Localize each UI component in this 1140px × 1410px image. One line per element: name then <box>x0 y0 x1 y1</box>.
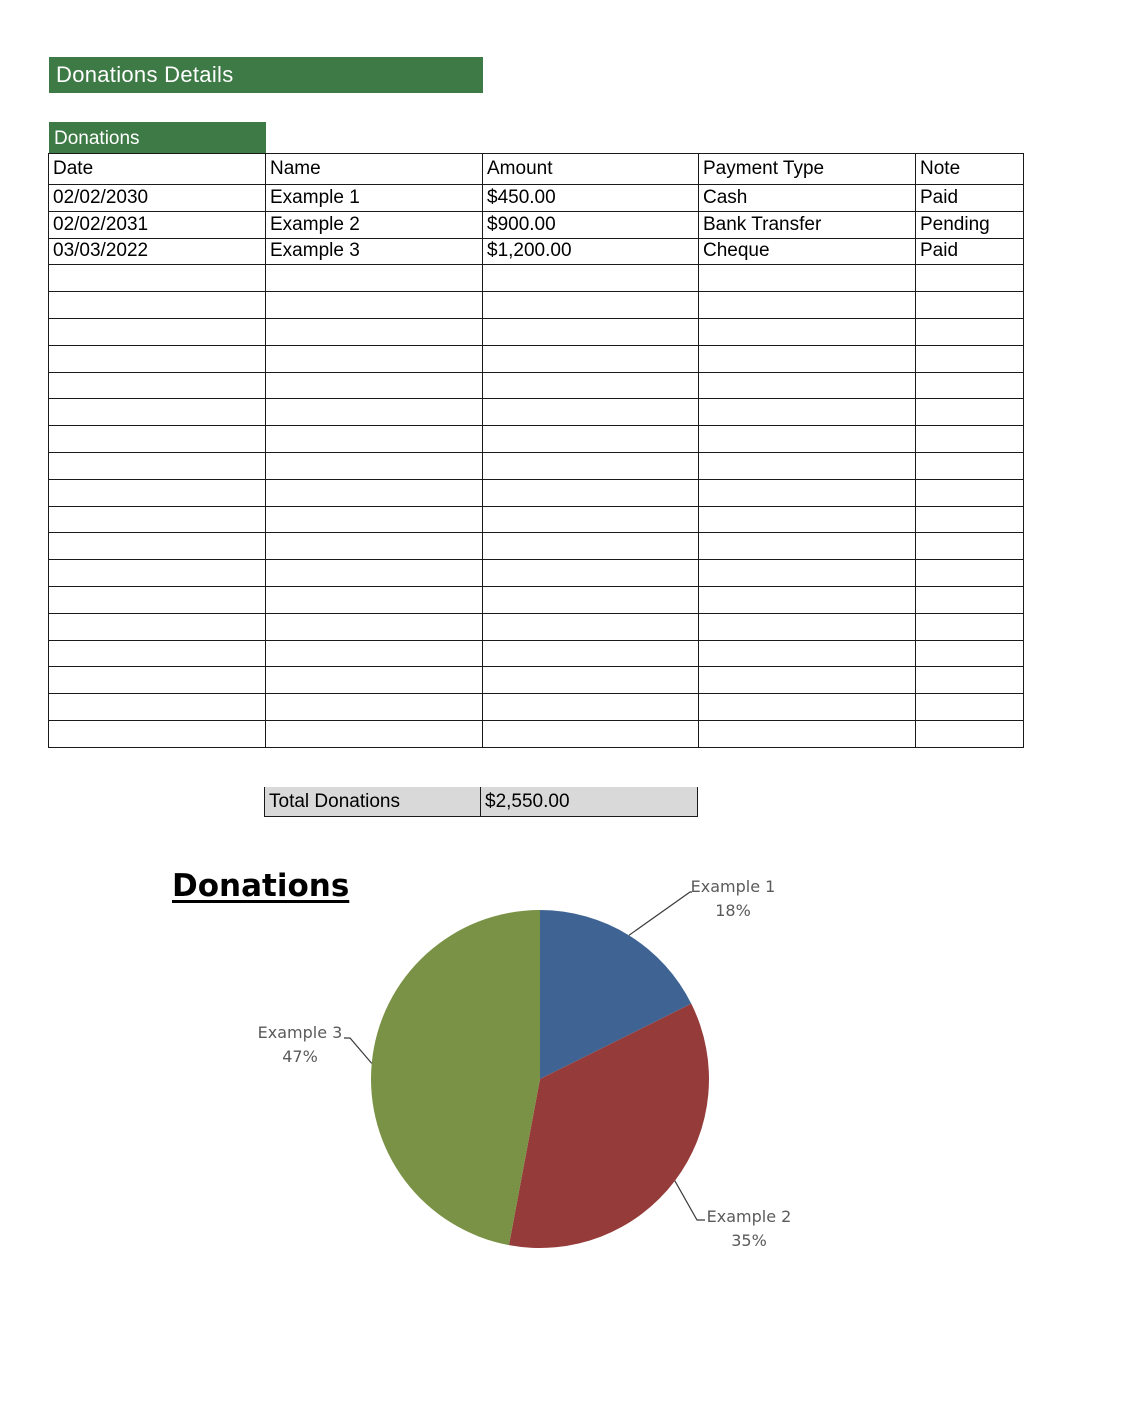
empty-cell[interactable] <box>916 452 1024 479</box>
pie-leader-line <box>344 1038 372 1063</box>
empty-cell[interactable] <box>49 265 266 292</box>
empty-cell[interactable] <box>483 586 699 613</box>
empty-cell[interactable] <box>49 292 266 319</box>
empty-cell[interactable] <box>699 318 916 345</box>
total-row <box>264 787 698 817</box>
pie-label-percent: 35% <box>731 1231 767 1250</box>
empty-table-row <box>49 640 1024 667</box>
section-label: Donations <box>49 122 266 153</box>
cell-name[interactable]: Example 3 <box>266 238 483 265</box>
empty-cell[interactable] <box>49 399 266 426</box>
empty-cell[interactable] <box>916 506 1024 533</box>
empty-cell[interactable] <box>49 372 266 399</box>
donations-table <box>48 153 1024 748</box>
total-value: $2,550.00 <box>481 787 698 817</box>
empty-cell[interactable] <box>699 479 916 506</box>
empty-table-row <box>49 720 1024 747</box>
empty-cell[interactable] <box>916 640 1024 667</box>
total-label: Total Donations <box>264 787 481 817</box>
empty-cell[interactable] <box>483 533 699 560</box>
chart-title: Donations <box>172 868 350 904</box>
empty-cell[interactable] <box>266 613 483 640</box>
cell-amount[interactable]: $1,200.00 <box>483 238 699 265</box>
empty-cell[interactable] <box>699 399 916 426</box>
cell-date[interactable]: 02/02/2031 <box>49 211 266 238</box>
cell-name[interactable]: Example 2 <box>266 211 483 238</box>
empty-cell[interactable] <box>483 506 699 533</box>
empty-cell[interactable] <box>266 399 483 426</box>
cell-date[interactable]: 03/03/2022 <box>49 238 266 265</box>
empty-cell[interactable] <box>266 640 483 667</box>
pie-label-percent: 18% <box>715 901 751 920</box>
cell-note[interactable]: Paid <box>916 238 1024 265</box>
empty-cell[interactable] <box>916 318 1024 345</box>
empty-cell[interactable] <box>916 533 1024 560</box>
empty-cell[interactable] <box>49 586 266 613</box>
table-header-row <box>49 154 1024 185</box>
empty-cell[interactable] <box>49 318 266 345</box>
empty-cell[interactable] <box>266 372 483 399</box>
empty-cell[interactable] <box>483 560 699 587</box>
empty-cell[interactable] <box>483 345 699 372</box>
empty-cell[interactable] <box>49 452 266 479</box>
empty-cell[interactable] <box>483 694 699 721</box>
empty-cell[interactable] <box>483 292 699 319</box>
empty-cell[interactable] <box>916 292 1024 319</box>
pie-label-name: Example 3 <box>257 1023 343 1042</box>
cell-payment-type[interactable]: Bank Transfer <box>699 211 916 238</box>
cell-note[interactable]: Pending <box>916 211 1024 238</box>
cell-payment-type[interactable]: Cheque <box>699 238 916 265</box>
empty-cell[interactable] <box>266 318 483 345</box>
empty-cell[interactable] <box>266 479 483 506</box>
empty-cell[interactable] <box>483 640 699 667</box>
empty-cell[interactable] <box>916 560 1024 587</box>
empty-cell[interactable] <box>483 372 699 399</box>
empty-cell[interactable] <box>916 667 1024 694</box>
empty-cell[interactable] <box>266 292 483 319</box>
empty-cell[interactable] <box>49 694 266 721</box>
empty-cell[interactable] <box>266 720 483 747</box>
empty-cell[interactable] <box>699 426 916 453</box>
empty-cell[interactable] <box>266 265 483 292</box>
empty-cell[interactable] <box>916 265 1024 292</box>
table-row <box>49 211 1024 238</box>
empty-cell[interactable] <box>266 426 483 453</box>
empty-table-row <box>49 586 1024 613</box>
empty-table-row <box>49 667 1024 694</box>
empty-cell[interactable] <box>483 479 699 506</box>
empty-cell[interactable] <box>49 720 266 747</box>
empty-cell[interactable] <box>483 720 699 747</box>
cell-date[interactable]: 02/02/2030 <box>49 185 266 212</box>
empty-table-row <box>49 533 1024 560</box>
pie-label-name: Example 2 <box>706 1207 792 1226</box>
empty-table-row <box>49 560 1024 587</box>
header-date[interactable]: Date <box>49 154 266 185</box>
empty-cell[interactable] <box>266 694 483 721</box>
empty-cell[interactable] <box>916 586 1024 613</box>
empty-cell[interactable] <box>699 720 916 747</box>
cell-amount[interactable]: $900.00 <box>483 211 699 238</box>
cell-amount[interactable]: $450.00 <box>483 185 699 212</box>
empty-cell[interactable] <box>916 720 1024 747</box>
empty-table-row <box>49 318 1024 345</box>
empty-cell[interactable] <box>266 560 483 587</box>
empty-cell[interactable] <box>49 426 266 453</box>
empty-cell[interactable] <box>699 265 916 292</box>
empty-cell[interactable] <box>49 533 266 560</box>
empty-cell[interactable] <box>699 667 916 694</box>
empty-cell[interactable] <box>49 506 266 533</box>
empty-cell[interactable] <box>699 452 916 479</box>
empty-table-row <box>49 694 1024 721</box>
empty-cell[interactable] <box>699 372 916 399</box>
empty-cell[interactable] <box>266 586 483 613</box>
table-row <box>49 185 1024 212</box>
empty-cell[interactable] <box>916 694 1024 721</box>
empty-table-row <box>49 506 1024 533</box>
cell-name[interactable]: Example 1 <box>266 185 483 212</box>
empty-cell[interactable] <box>49 479 266 506</box>
empty-table-row <box>49 399 1024 426</box>
empty-table-row <box>49 292 1024 319</box>
pie-chart <box>0 850 1140 1290</box>
empty-table-row <box>49 345 1024 372</box>
header-amount[interactable]: Amount <box>483 154 699 185</box>
empty-cell[interactable] <box>916 345 1024 372</box>
cell-note[interactable]: Paid <box>916 185 1024 212</box>
empty-cell[interactable] <box>266 452 483 479</box>
cell-payment-type[interactable]: Cash <box>699 185 916 212</box>
empty-cell[interactable] <box>699 345 916 372</box>
empty-cell[interactable] <box>699 586 916 613</box>
donations-chart <box>0 850 1140 1290</box>
empty-cell[interactable] <box>483 265 699 292</box>
empty-table-row <box>49 452 1024 479</box>
table-row <box>49 238 1024 265</box>
empty-cell[interactable] <box>916 613 1024 640</box>
pie-leader-line <box>629 892 692 935</box>
empty-cell[interactable] <box>483 667 699 694</box>
empty-cell[interactable] <box>266 667 483 694</box>
empty-cell[interactable] <box>49 667 266 694</box>
header-name[interactable]: Name <box>266 154 483 185</box>
empty-cell[interactable] <box>699 533 916 560</box>
empty-table-row <box>49 426 1024 453</box>
empty-cell[interactable] <box>266 506 483 533</box>
empty-cell[interactable] <box>916 479 1024 506</box>
header-note[interactable]: Note <box>916 154 1024 185</box>
page-title: Donations Details <box>49 57 483 93</box>
empty-cell[interactable] <box>916 399 1024 426</box>
empty-cell[interactable] <box>483 426 699 453</box>
empty-cell[interactable] <box>483 452 699 479</box>
pie-slice-example-3[interactable] <box>371 910 540 1245</box>
empty-cell[interactable] <box>49 560 266 587</box>
empty-cell[interactable] <box>699 640 916 667</box>
empty-table-row <box>49 613 1024 640</box>
empty-cell[interactable] <box>483 318 699 345</box>
empty-cell[interactable] <box>699 694 916 721</box>
empty-cell[interactable] <box>699 292 916 319</box>
empty-table-row <box>49 372 1024 399</box>
empty-cell[interactable] <box>49 640 266 667</box>
empty-table-row <box>49 479 1024 506</box>
pie-label-percent: 47% <box>282 1047 318 1066</box>
empty-table-row <box>49 265 1024 292</box>
pie-leader-line <box>675 1181 705 1220</box>
empty-cell[interactable] <box>699 613 916 640</box>
empty-cell[interactable] <box>483 613 699 640</box>
empty-cell[interactable] <box>916 372 1024 399</box>
empty-cell[interactable] <box>266 533 483 560</box>
empty-cell[interactable] <box>49 345 266 372</box>
header-payment-type[interactable]: Payment Type <box>699 154 916 185</box>
empty-cell[interactable] <box>49 613 266 640</box>
empty-cell[interactable] <box>916 426 1024 453</box>
empty-cell[interactable] <box>266 345 483 372</box>
empty-cell[interactable] <box>699 506 916 533</box>
empty-cell[interactable] <box>699 560 916 587</box>
empty-cell[interactable] <box>483 399 699 426</box>
pie-label-name: Example 1 <box>690 877 776 896</box>
